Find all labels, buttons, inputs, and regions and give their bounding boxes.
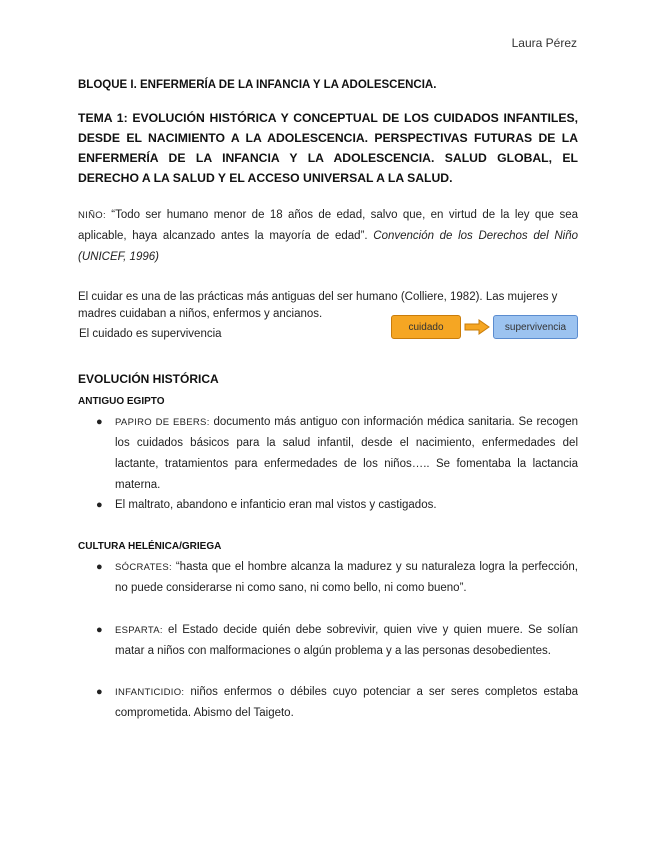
item-text: documento más antiguo con información médica sanitaria. Se recogen los cuidados básicos para la salud infantil, desde el nacimiento, enfermedades del lactante, tratamientos para enfermedades de los niños….. Se fomentaba la lactancia materna. <box>115 416 578 491</box>
bullet-icon: ● <box>96 561 103 573</box>
nino-quote: “Todo ser humano menor de 18 años de edad, salvo que, en virtud de la ley que sea aplicable, haya alcanzado antes la mayoría de edad”. <box>78 209 578 242</box>
subsection-title-egipto: ANTIGUO EGIPTO <box>78 396 165 407</box>
item-term: INFANTICIDIO: <box>115 687 185 698</box>
tema-title: TEMA 1: EVOLUCIÓN HISTÓRICA Y CONCEPTUAL DE LOS CUIDADOS INFANTILES, DESDE EL NACIMIENTO A LA ADOLESCENCIA. PERSPECTIVAS FUTURAS DE LA ENFERMERÍA DE LA INFANCIA Y LA ADOLESCENCIA. SALUD GLOBAL, EL DERECHO A LA SALUD Y EL ACCESO UNIVERSAL A LA SALUD. <box>78 111 578 185</box>
list-item <box>96 557 578 599</box>
item-term: SÓCRATES: <box>115 562 172 573</box>
item-text: el Estado decide quién debe sobrevivir, quien vive y quien muere. Se solían matar a niños con malformaciones o algún problema y a las personas desobedientes. <box>115 624 578 657</box>
list-item <box>96 412 578 496</box>
subsection-title-griega: CULTURA HELÉNICA/GRIEGA <box>78 541 222 552</box>
cuidar-line-3: El cuidado es supervivencia <box>79 328 222 340</box>
bullet-icon: ● <box>96 499 103 511</box>
item-text: El maltrato, abandono e infanticio eran mal vistos y castigados. <box>115 499 437 511</box>
item-text: niños enfermos o débiles cuyo potenciar a ser seres completos estaba comprometida. Abismo del Taigeto. <box>115 686 578 719</box>
author-name: Laura Pérez <box>511 36 577 50</box>
bullet-icon: ● <box>96 624 103 636</box>
list-item <box>96 495 578 516</box>
cuidar-line-2: madres cuidaban a niños, enfermos y ancianos. <box>78 308 323 320</box>
arrow-right-icon <box>464 319 490 335</box>
list-item <box>96 682 578 724</box>
cuidar-line-1: El cuidar es una de las prácticas más antiguas del ser humano (Colliere, 1982). Las mujeres y <box>78 291 558 303</box>
cuidado-box: cuidado <box>391 315 461 339</box>
bullet-icon: ● <box>96 686 103 698</box>
nino-term: NIÑO: <box>78 210 106 221</box>
supervivencia-box: supervivencia <box>493 315 578 339</box>
list-item <box>96 620 578 662</box>
block-title: BLOQUE I. ENFERMERÍA DE LA INFANCIA Y LA ADOLESCENCIA. <box>78 79 437 91</box>
item-text: “hasta que el hombre alcanza la madurez y su naturaleza logra la perfección, no puede considerarse ni como sano, ni como bello, ni como bueno”. <box>115 561 578 594</box>
section-title-evolucion: EVOLUCIÓN HISTÓRICA <box>78 372 219 386</box>
item-term: PAPIRO DE EBERS: <box>115 417 210 428</box>
nino-source: Convención de los Derechos del Niño (UNICEF, 1996) <box>78 230 579 263</box>
bullet-icon: ● <box>96 416 103 428</box>
nino-definition <box>78 205 578 268</box>
item-term: ESPARTA: <box>115 625 163 636</box>
